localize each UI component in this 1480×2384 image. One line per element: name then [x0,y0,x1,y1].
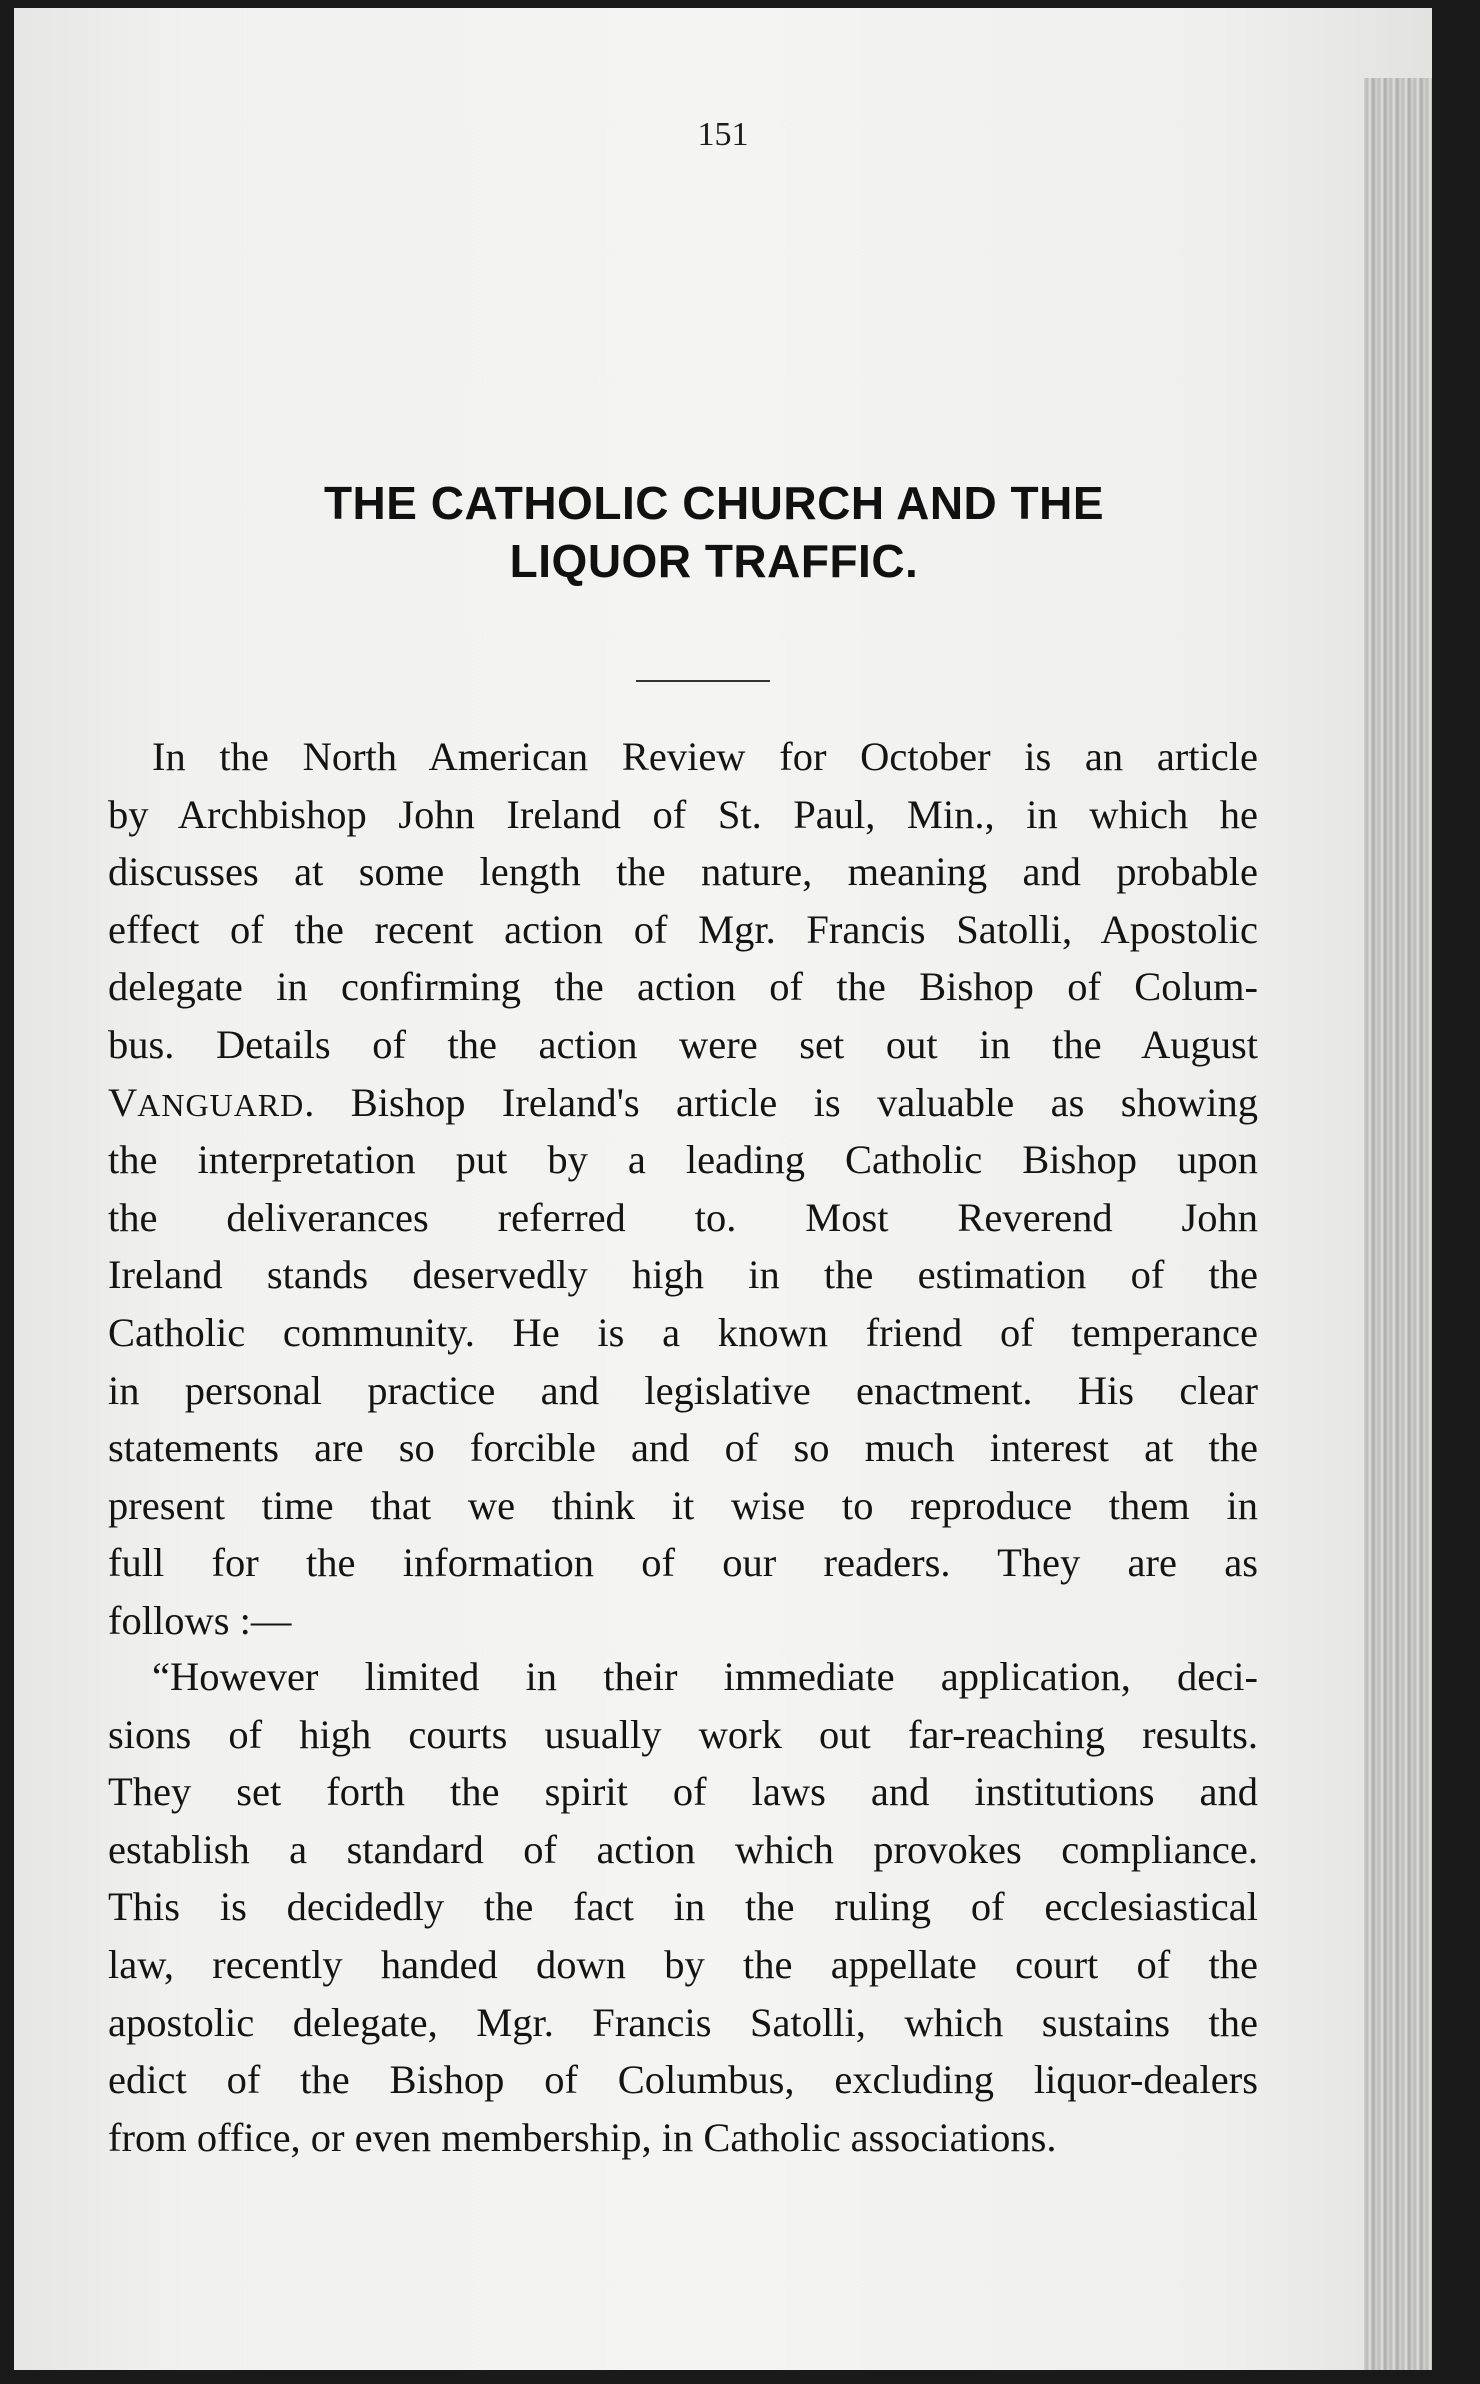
text-line: Ireland stands deservedly high in the estimation of the [108,1252,1258,1298]
text-line: discusses at some length the nature, meaning and probable [108,849,1258,895]
paragraph-quote [108,1648,1258,2166]
text-line: delegate in confirming the action of the Bishop of Colum- [108,964,1258,1010]
text-line: Catholic community. He is a known friend of temperance [108,1309,1258,1355]
text-line: edict of the Bishop of Columbus, excluding liquor-dealers [108,2057,1258,2103]
text-line: law, recently handed down by the appellate court of the [108,1941,1258,1987]
text-line: sions of high courts usually work out far-reaching results. [108,1711,1258,1757]
book-page [14,8,1432,2370]
title-line-1: THE CATHOLIC CHURCH AND THE [323,477,1105,529]
text-line: statements are so forcible and of so much interest at the [108,1425,1258,1471]
text-line: “However limited in their immediate application, deci- [152,1654,1258,1699]
text-line: follows :— [108,1597,292,1643]
text-line: bus. Details of the action were set out in the August [108,1021,1258,1067]
text-line: apostolic delegate, Mgr. Francis Satolli, which sustains the [108,1999,1258,2045]
text-line: the interpretation put by a leading Catholic Bishop upon [108,1137,1258,1183]
text-line: present time that we think it wise to reproduce them in [108,1482,1258,1528]
text-line: VANGUARD. Bishop Ireland's article is valuable as showing [108,1079,1258,1125]
text-line: the deliverances referred to. Most Reverend John [108,1194,1258,1240]
text-line: In the North American Review for October is an article [152,734,1258,779]
text-line: in personal practice and legislative enactment. His clear [108,1367,1258,1413]
page-edge-stack [1364,78,1432,2370]
title-line-2: LIQUOR TRAFFIC. [509,535,919,587]
text-line: full for the information of our readers. They are as [108,1540,1258,1586]
text-line: by Archbishop John Ireland of St. Paul, Min., in which he [108,791,1258,837]
text-line: effect of the recent action of Mgr. Francis Satolli, Apostolic [108,906,1258,952]
title-divider [636,680,770,682]
page-number: 151 [697,116,749,153]
paragraph-intro [108,728,1258,1650]
text-line: establish a standard of action which provokes compliance. [108,1826,1258,1872]
article-title [134,474,1294,590]
text-line: from office, or even membership, in Catholic associations. [108,2114,1057,2160]
text-line: This is decidedly the fact in the ruling of ecclesiastical [108,1884,1258,1930]
text-line: They set forth the spirit of laws and institutions and [108,1769,1258,1815]
